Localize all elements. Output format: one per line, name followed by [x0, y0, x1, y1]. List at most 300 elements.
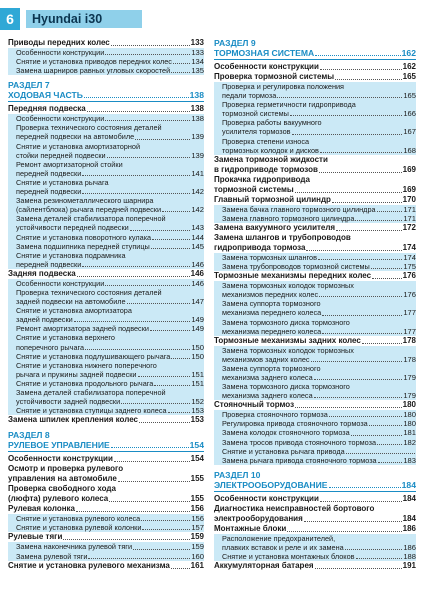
toc-entry-text: механизма переднего колеса	[222, 326, 322, 336]
toc-entry-text: механизма заднего колеса	[222, 372, 313, 382]
toc-left-column	[8, 38, 204, 571]
toc-entry-text: Проверка технического состояния деталей	[16, 123, 162, 133]
toc-page-number: 147	[191, 297, 204, 307]
toc-right-column	[214, 38, 416, 571]
dot-leader	[85, 349, 190, 350]
book-title: Hyundai i30	[26, 10, 142, 28]
toc-subentry	[8, 66, 204, 75]
toc-entry-text: Замена шарниров равных угловых скоростей	[16, 66, 171, 76]
toc-subentry	[214, 428, 416, 437]
dot-leader	[168, 412, 191, 413]
toc-entry-text: Снятие и установка рычага привода	[222, 446, 345, 456]
toc-page-number: 175	[403, 262, 416, 272]
toc-subentry	[8, 114, 204, 123]
toc-entry-text: Снятие и установка рычага	[16, 177, 109, 187]
dot-leader	[315, 55, 400, 56]
toc-entry-text: Особенности конструкции	[214, 62, 319, 71]
toc-subentry	[214, 82, 416, 91]
toc-entry-text: поперечного рычага	[16, 342, 85, 352]
dot-leader	[292, 134, 403, 135]
toc-entry-text: Замена бачка главного тормозного цилиндра	[222, 204, 376, 214]
toc-entry-text: Рулевые тяги	[8, 532, 63, 542]
toc-entry-text: Тормозные механизмы передних колес	[214, 271, 372, 281]
toc-subentry	[214, 391, 416, 400]
toc-heading-entry	[214, 165, 416, 175]
toc-entry-text: передней подвески	[16, 259, 82, 269]
toc-page-number: 169	[402, 184, 416, 194]
dot-leader	[329, 487, 401, 488]
toc-page-number: 186	[402, 523, 416, 533]
page-header	[0, 8, 424, 30]
toc-heading-entry	[214, 524, 416, 534]
section-page-number: 138	[189, 90, 204, 101]
toc-entry-text: Замена шпилек крепления колес	[8, 415, 138, 425]
dot-leader	[76, 511, 190, 512]
dot-leader	[372, 278, 402, 279]
toc-page-number: 133	[190, 38, 204, 47]
toc-page-number: 184	[402, 513, 416, 523]
toc-subentry	[214, 290, 416, 299]
toc-page-number: 176	[402, 271, 416, 281]
toc-subentry	[214, 127, 416, 136]
toc-page-number: 180	[403, 410, 416, 420]
toc-entry-text: Снятие и установка амортизаторной	[16, 141, 141, 151]
toc-subentry	[214, 447, 416, 456]
toc-page-number: 180	[403, 419, 416, 429]
dot-leader	[82, 193, 190, 194]
toc-page-number: 174	[403, 252, 416, 262]
section-page-number: 154	[189, 440, 204, 451]
toc-subentry	[8, 388, 204, 397]
toc-entry-text: механизмов задних колес	[222, 354, 310, 364]
toc-subentry	[214, 543, 416, 552]
toc-heading-entry	[214, 72, 416, 82]
dot-leader	[319, 296, 402, 297]
dot-leader	[320, 501, 402, 502]
toc-subentry	[8, 324, 204, 333]
section-title	[8, 90, 204, 100]
dot-leader	[138, 376, 191, 377]
toc-subentry	[214, 308, 416, 317]
toc-entry-text: Замена шлангов и трубопроводов	[214, 232, 351, 242]
section-title	[214, 48, 416, 58]
toc-subentry	[8, 361, 204, 370]
toc-heading-entry	[214, 243, 416, 253]
dot-leader	[315, 568, 402, 569]
toc-subentry	[8, 57, 204, 66]
toc-subentry	[214, 214, 416, 223]
toc-entry-text: Проверка герметичности гидропривода	[222, 100, 356, 110]
toc-subentry	[8, 370, 204, 379]
toc-entry-text: тормозной системы	[214, 184, 294, 194]
dot-leader	[171, 568, 190, 569]
toc-entry-text: Замена вакуумного усилителя	[214, 222, 336, 232]
toc-entry-text: рычага и пружины задней подвески	[16, 369, 137, 379]
dot-leader	[336, 230, 402, 231]
toc-entry-text: Снятие и установка поворотного кулака	[16, 232, 152, 242]
toc-page-number: 178	[402, 335, 416, 345]
toc-subentry	[214, 146, 416, 155]
toc-entry-text: (сайлентблока) рычага передней подвески	[16, 205, 162, 215]
dot-leader	[335, 79, 402, 80]
toc-subentry	[214, 205, 416, 214]
toc-page-number: 146	[191, 259, 204, 269]
toc-entry-text: устойчивости передней подвески	[16, 223, 129, 233]
dot-leader	[107, 157, 191, 158]
toc-entry-text: управления на автомобиле	[8, 474, 117, 484]
dot-leader	[152, 239, 190, 240]
toc-entry-text: тормозной системы	[222, 109, 289, 119]
toc-entry-text: Ремонт амортизаторной стойки	[16, 159, 123, 169]
toc-subentry	[214, 382, 416, 391]
toc-page-number: 150	[191, 351, 204, 361]
toc-entry-text: Регулировка привода стояночного тормоза	[222, 419, 368, 429]
toc-heading-entry	[8, 454, 204, 464]
toc-heading-entry	[8, 104, 204, 114]
toc-entry-text: Аккумуляторная батарея	[214, 561, 314, 571]
dot-leader	[142, 529, 190, 530]
toc-heading-entry	[214, 504, 416, 514]
dot-leader	[322, 333, 402, 334]
dot-leader	[111, 447, 189, 448]
toc-entry-text: механизмов передних колес	[222, 290, 319, 300]
toc-entry-text: плавких вставок и реле и их замена	[222, 542, 344, 552]
toc-subentry	[8, 523, 204, 532]
dot-leader	[154, 385, 190, 386]
toc-page-number: 159	[190, 532, 204, 542]
toc-subentry	[214, 534, 416, 543]
toc-subentry	[214, 419, 416, 428]
toc-page-number: 169	[402, 164, 416, 174]
toc-entry-text: Снятие и установка подлушивающего рычага	[16, 351, 171, 361]
toc-subentry	[8, 151, 204, 160]
toc-heading-entry	[8, 494, 204, 504]
toc-entry-text: Снятие и установка подрамника	[16, 250, 126, 260]
dot-leader	[369, 425, 403, 426]
dot-leader	[105, 120, 190, 121]
dot-leader	[362, 343, 402, 344]
toc-subentry	[8, 379, 204, 388]
toc-entry-text: задней подвески на автомобиле	[16, 297, 126, 307]
toc-entry-text: Замена колодок стояночного тормоза	[222, 428, 350, 438]
toc-page-number: 172	[402, 222, 416, 232]
dot-leader	[306, 250, 401, 251]
dot-leader	[151, 248, 191, 249]
toc-entry-text: Особенности конструкции	[8, 454, 113, 464]
toc-entry-text: Осмотр и проверка рулевого	[8, 464, 124, 474]
dot-leader	[318, 259, 402, 260]
toc-entry-text: механизма заднего колеса	[222, 391, 313, 401]
toc-entry-text: тормозных колодок и дисков	[222, 145, 319, 155]
toc-entry-text: Тормозные механизмы задних колес	[214, 335, 361, 345]
toc-entry-text: Замена рычага привода стояночного тормоза	[222, 455, 377, 465]
toc-subentry	[214, 364, 416, 373]
toc-subentry	[214, 410, 416, 419]
toc-subentry	[8, 343, 204, 352]
toc-subentry	[8, 142, 204, 151]
toc-heading-entry	[214, 271, 416, 281]
toc-heading-entry	[214, 561, 416, 571]
section-title-text: ЭЛЕКТРООБОРУДОВАНИЕ	[214, 479, 328, 490]
toc-entry-text: Замена тормозных колодок тормозных	[222, 281, 354, 291]
toc-page-number: 182	[403, 437, 416, 447]
dot-leader	[295, 407, 402, 408]
toc-heading-entry	[214, 336, 416, 346]
dot-leader	[378, 462, 403, 463]
toc-subentry	[8, 242, 204, 251]
toc-subentry	[8, 205, 204, 214]
dot-leader	[329, 416, 403, 417]
toc-entry-text: передней подвески	[16, 187, 82, 197]
toc-page-number: 141	[191, 168, 204, 178]
section-number: РАЗДЕЛ 8	[8, 430, 50, 441]
dot-leader	[377, 444, 402, 445]
toc-entry-text: Замена резинометаллического шарнира	[16, 196, 154, 206]
toc-subentry	[8, 169, 204, 178]
dot-leader	[320, 69, 402, 70]
dot-leader	[304, 521, 402, 522]
toc-entry-text: Снятие и установка нижнего поперечного	[16, 360, 157, 370]
toc-entry-text: Приводы передних колес	[8, 38, 110, 47]
toc-subentry	[8, 397, 204, 406]
section-number: РАЗДЕЛ 7	[8, 80, 50, 91]
toc-page-number: 161	[190, 560, 204, 570]
toc-entry-text: Замена рулевой тяги	[16, 551, 88, 561]
toc-page-number: 154	[190, 454, 204, 464]
toc-subentry	[214, 552, 416, 561]
toc-subentry	[8, 297, 204, 306]
toc-heading-entry	[214, 62, 416, 72]
toc-entry-text: Прокачка гидропривода	[214, 174, 310, 184]
toc-page-number: 145	[191, 241, 204, 251]
toc-entry-text: Замена тормозной жидкости	[214, 154, 328, 164]
toc-heading-entry	[8, 561, 204, 571]
section-divider	[214, 59, 416, 60]
toc-subentry	[214, 355, 416, 364]
dot-leader	[346, 453, 415, 454]
toc-heading-entry	[214, 514, 416, 524]
toc-page-number: 143	[191, 223, 204, 233]
toc-subentry	[8, 352, 204, 361]
toc-entry-text: механизма переднего колеса	[222, 308, 322, 318]
section-divider	[8, 101, 204, 102]
toc-subentry	[8, 196, 204, 205]
toc-subentry	[8, 279, 204, 288]
toc-page-number: 144	[191, 232, 204, 242]
toc-heading-entry	[8, 484, 204, 494]
toc-page-number: 180	[402, 400, 416, 410]
toc-entry-text: Снятие и установка приводов передних колес	[16, 57, 172, 67]
toc-page-number: 153	[191, 406, 204, 416]
dot-leader	[171, 358, 190, 359]
toc-entry-text: Замена суппорта тормозного	[222, 363, 321, 373]
dot-leader	[133, 549, 190, 550]
dot-leader	[105, 54, 190, 55]
section-title	[8, 440, 204, 450]
toc-page-number: 138	[191, 114, 204, 124]
toc-entry-text: в гидроприводе тормозов	[214, 164, 318, 174]
toc-subentry	[8, 223, 204, 232]
toc-page-number: 166	[403, 109, 416, 119]
toc-heading-entry	[8, 474, 204, 484]
toc-subentry	[8, 187, 204, 196]
toc-page-number: 167	[403, 127, 416, 137]
dot-leader	[139, 422, 190, 423]
toc-page-number: 150	[191, 342, 204, 352]
toc-entry-text: устойчивости задней подвески	[16, 397, 121, 407]
toc-page-number: 139	[191, 132, 204, 142]
toc-page-number: 177	[403, 308, 416, 318]
section-title-text: РУЛЕВОЕ УПРАВЛЕНИЕ	[8, 440, 110, 451]
toc-subentry	[8, 178, 204, 187]
toc-entry-text: Снятие и установка рулевой колонки	[16, 523, 142, 533]
toc-entry-text: Проверка и регулировка положения	[222, 82, 345, 91]
dot-leader	[141, 520, 190, 521]
toc-entry-text: Проверка технического состояния деталей	[16, 287, 162, 297]
toc-subentry	[8, 288, 204, 297]
toc-page-number: 155	[190, 494, 204, 504]
section-title-text: ТОРМОЗНАЯ СИСТЕМА	[214, 48, 315, 58]
toc-page-number: 171	[403, 213, 416, 223]
toc-page-number: 188	[403, 552, 416, 561]
section-title	[214, 480, 416, 490]
toc-subentry	[8, 48, 204, 57]
dot-leader	[135, 139, 190, 140]
toc-entry-text: Замена тормозных колодок тормозных	[222, 345, 354, 355]
dot-leader	[345, 549, 403, 550]
toc-entry-text: Особенности конструкции	[214, 493, 319, 503]
dot-leader	[121, 403, 190, 404]
toc-entry-text: Снятие и установка монтажных блоков	[222, 552, 355, 561]
toc-subentry	[8, 514, 204, 523]
toc-subentry	[214, 281, 416, 290]
toc-subentry	[214, 373, 416, 382]
toc-page-number: 178	[403, 354, 416, 364]
toc-subentry	[214, 327, 416, 336]
toc-subentry	[214, 262, 416, 271]
page-number: 6	[0, 8, 20, 30]
toc-page-number: 138	[190, 104, 204, 114]
dot-leader	[127, 303, 191, 304]
dot-leader	[377, 211, 403, 212]
toc-page-number: 149	[191, 324, 204, 334]
toc-page-number: 179	[403, 372, 416, 382]
dot-leader	[314, 397, 403, 398]
toc-page-number: 162	[402, 62, 416, 71]
toc-subentry	[214, 299, 416, 308]
toc-entry-text: Проверка тормозной системы	[214, 72, 335, 81]
toc-entry-text: Рулевая колонка	[8, 504, 75, 514]
toc-page-number: 165	[403, 91, 416, 101]
toc-entry-text: Ремонт амортизатора задней подвески	[16, 324, 149, 334]
dot-leader	[77, 276, 190, 277]
toc-page-number: 159	[191, 542, 204, 552]
toc-page-number: 151	[191, 369, 204, 379]
toc-page-number: 153	[190, 415, 204, 425]
toc-entry-text: гидропривода тормоза	[214, 242, 306, 252]
toc-subentry	[8, 260, 204, 269]
dot-leader	[319, 172, 402, 173]
toc-entry-text: Замена главного тормозного цилиндра	[222, 213, 355, 223]
toc-heading-entry	[8, 269, 204, 279]
toc-heading-entry	[214, 233, 416, 243]
toc-entry-text: Проверка стояночного тормоза	[222, 410, 328, 420]
toc-entry-text: Проверка свободного хода	[8, 484, 116, 494]
toc-entry-text: Задняя подвеска	[8, 268, 76, 278]
toc-heading-entry	[8, 504, 204, 514]
section-divider	[8, 451, 204, 452]
toc-subentry	[8, 333, 204, 342]
toc-page-number: 155	[190, 474, 204, 484]
toc-subentry	[8, 233, 204, 242]
dot-leader	[150, 330, 190, 331]
dot-leader	[371, 268, 403, 269]
toc-entry-text: Проверка работы вакуумного	[222, 118, 322, 128]
section-number: РАЗДЕЛ 10	[214, 469, 261, 480]
toc-entry-text: Монтажные блоки	[214, 523, 287, 533]
toc-subentry	[8, 251, 204, 260]
toc-entry-text: Главный тормозной цилиндр	[214, 194, 331, 204]
toc-entry-text: педали тормоза	[222, 91, 277, 101]
dot-leader	[111, 45, 190, 46]
toc-subentry	[214, 137, 416, 146]
toc-page-number: 156	[190, 504, 204, 514]
toc-entry-text: Замена тормозных шлангов	[222, 252, 317, 262]
toc-heading-entry	[214, 155, 416, 165]
toc-entry-text: Снятие и установка продольного рычага	[16, 378, 154, 388]
toc-subentry	[214, 91, 416, 100]
toc-page-number: 171	[403, 204, 416, 214]
toc-heading-entry	[214, 223, 416, 233]
toc-entry-text: Стояночный тормоз	[214, 400, 295, 410]
toc-subentry	[8, 552, 204, 561]
dot-leader	[322, 315, 402, 316]
toc-entry-text: (люфта) рулевого колеса	[8, 494, 109, 504]
toc-entry-text: Особенности конструкции	[16, 48, 105, 57]
toc-heading-entry	[214, 195, 416, 205]
dot-leader	[87, 111, 190, 112]
section-divider	[214, 491, 416, 492]
section-number: РАЗДЕЛ 9	[214, 38, 256, 48]
toc-page-number: 184	[402, 493, 416, 503]
dot-leader	[162, 211, 190, 212]
toc-entry-text: Замена трубопроводов тормозной системы	[222, 262, 370, 272]
dot-leader	[290, 115, 402, 116]
toc-page-number: 160	[191, 551, 204, 561]
toc-heading-entry	[214, 494, 416, 504]
toc-subentry	[8, 132, 204, 141]
dot-leader	[295, 192, 402, 193]
toc-entry-text: Снятие и установка ступицы заднего колеса	[16, 406, 167, 416]
toc-page-number: 168	[403, 145, 416, 155]
toc-page-number: 151	[191, 378, 204, 388]
toc-page-number: 177	[403, 326, 416, 336]
toc-entry-text: Особенности конструкции	[16, 114, 105, 124]
dot-leader	[355, 220, 402, 221]
toc-subentry	[214, 118, 416, 127]
dot-leader	[105, 285, 190, 286]
toc-page-number: 134	[191, 57, 204, 67]
toc-entry-text: передней подвески	[16, 168, 82, 178]
toc-subentry	[8, 214, 204, 223]
toc-entry-text: Замена деталей стабилизатора поперечной	[16, 214, 166, 224]
section-page-number: 184	[401, 479, 416, 490]
toc-heading-entry	[8, 415, 204, 425]
dot-leader	[311, 361, 403, 362]
toc-entry-text: Замена подшипника передней ступицы	[16, 241, 150, 251]
toc-subentry	[214, 109, 416, 118]
toc-subentry	[8, 123, 204, 132]
